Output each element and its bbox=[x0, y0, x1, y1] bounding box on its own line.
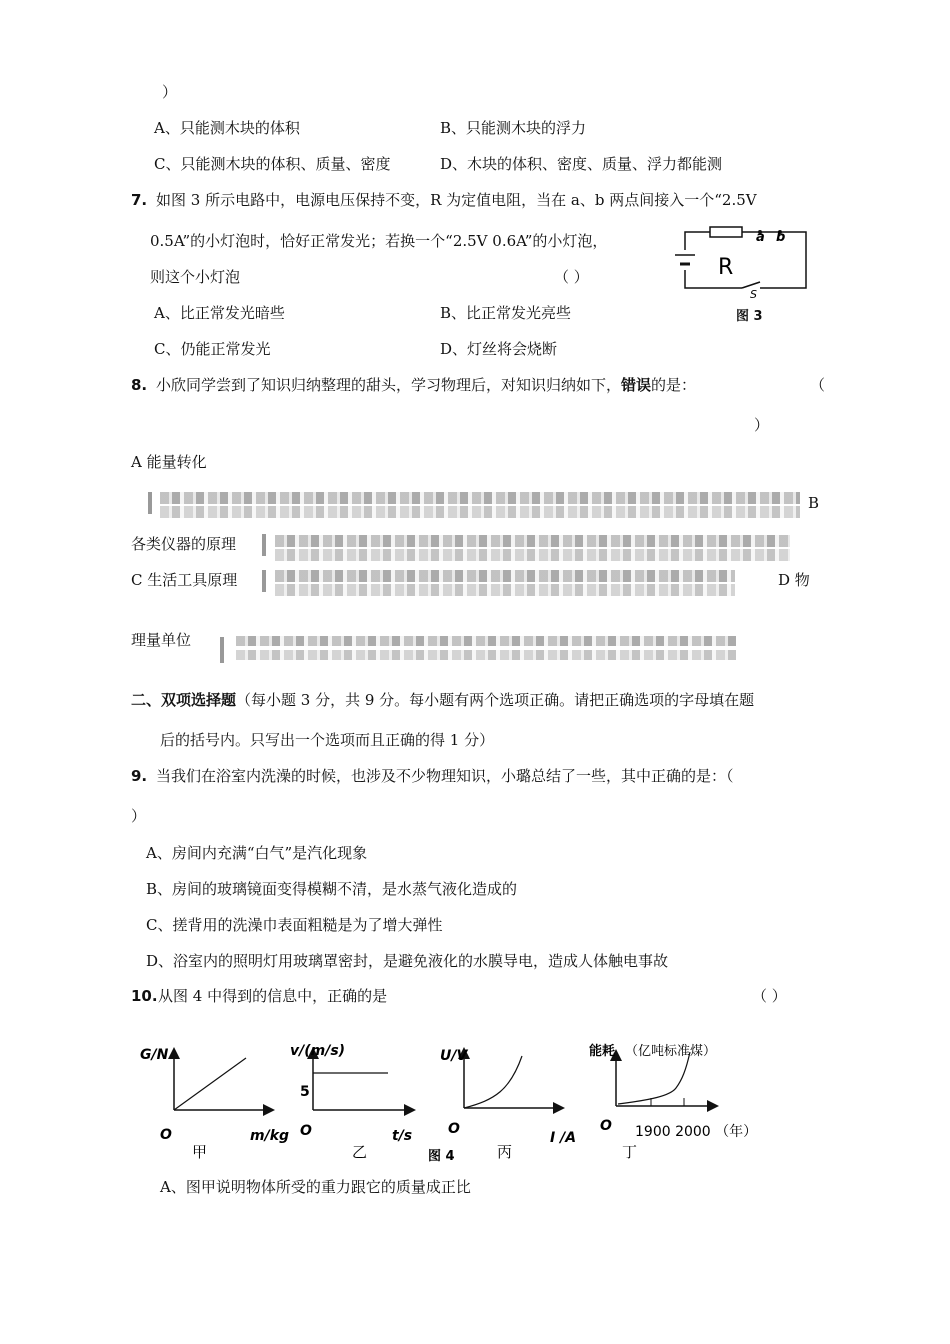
label-s: S bbox=[750, 288, 757, 301]
figure-4-graphs bbox=[130, 1030, 770, 1170]
q8-option-c: C 生活工具原理 bbox=[131, 571, 238, 589]
q9-option-c: C、搓背用的洗澡巾表面粗糙是为了增大弹性 bbox=[146, 916, 443, 934]
section-2-title: 二、双项选择题 bbox=[131, 691, 237, 709]
q8-option-b: B bbox=[808, 494, 820, 512]
svg-text:O: O bbox=[600, 1118, 612, 1134]
brace-b bbox=[262, 534, 266, 556]
q9-option-b: B、房间的玻璃镜面变得模糊不清，是水蒸气液化造成的 bbox=[146, 880, 518, 898]
svg-text:1900 2000 （年）: 1900 2000 （年） bbox=[635, 1124, 758, 1140]
svg-text:O: O bbox=[160, 1127, 172, 1143]
q6-option-d: D、木块的体积、密度、质量、浮力都能测 bbox=[440, 155, 723, 173]
label-b: b bbox=[776, 230, 786, 245]
figure-4-caption: 图 4 bbox=[428, 1149, 455, 1164]
q9-option-d: D、浴室内的照明灯用玻璃罩密封，是避免液化的水膜导电，造成人体触电事故 bbox=[146, 952, 669, 970]
q7-answer-paren: （ ） bbox=[554, 268, 589, 286]
blurred-table-c-row1 bbox=[275, 570, 735, 582]
q7-stem-line1: 如图 3 所示电路中，电源电压保持不变，R 为定值电阻，当在 a、b 两点间接入一个“2.5V bbox=[156, 191, 757, 209]
label-a: a bbox=[756, 230, 765, 245]
svg-text:甲: 甲 bbox=[192, 1143, 208, 1161]
blurred-table-c-row2 bbox=[275, 584, 735, 596]
q10-option-a: A、图甲说明物体所受的重力跟它的质量成正比 bbox=[160, 1178, 471, 1196]
q9-paren-end: ） bbox=[131, 807, 147, 825]
svg-text:G/N: G/N bbox=[140, 1047, 169, 1063]
svg-text:乙: 乙 bbox=[352, 1143, 368, 1161]
q7-option-c: C、仍能正常发光 bbox=[154, 340, 271, 358]
q8-paren-close: ） bbox=[754, 416, 770, 434]
svg-text:U/V: U/V bbox=[440, 1048, 468, 1064]
svg-text:能耗: 能耗 bbox=[589, 1044, 616, 1059]
svg-text:O: O bbox=[448, 1121, 460, 1137]
q10-stem: 从图 4 中得到的信息中，正确的是 bbox=[158, 987, 388, 1005]
blurred-table-b-row2 bbox=[275, 549, 790, 561]
q7-option-d: D、灯丝将会烧断 bbox=[440, 340, 558, 358]
figure-3-caption: 图 3 bbox=[736, 309, 763, 324]
q6-option-c: C、只能测木块的体积、质量、密度 bbox=[154, 155, 391, 173]
q9-number: 9. bbox=[131, 767, 148, 785]
q8-number: 8. bbox=[131, 376, 148, 394]
blurred-table-a-row2 bbox=[160, 506, 800, 518]
q6-option-b: B、只能测木块的浮力 bbox=[440, 119, 587, 137]
q7-option-a: A、比正常发光暗些 bbox=[154, 304, 285, 322]
blurred-table-d-row1 bbox=[236, 636, 736, 646]
label-r: R bbox=[718, 255, 734, 280]
blurred-table-b-row1 bbox=[275, 535, 790, 547]
svg-text:丁: 丁 bbox=[622, 1143, 638, 1161]
q8-option-b-label: 各类仪器的原理 bbox=[131, 535, 237, 553]
q7-option-b: B、比正常发光亮些 bbox=[440, 304, 572, 322]
q9-option-a: A、房间内充满“白气”是汽化现象 bbox=[146, 844, 368, 862]
q10-number: 10. bbox=[131, 987, 158, 1005]
svg-text:丙: 丙 bbox=[497, 1143, 513, 1161]
svg-text:t/s: t/s bbox=[392, 1128, 413, 1144]
blurred-table-a-row1 bbox=[160, 492, 800, 504]
graph-yi bbox=[290, 1043, 413, 1161]
q7-number: 7. bbox=[131, 191, 148, 209]
resistor-symbol bbox=[710, 227, 742, 237]
q6-option-a: A、只能测木块的体积 bbox=[154, 119, 300, 137]
q8-option-d-label: 理量单位 bbox=[131, 631, 192, 649]
graph-ding bbox=[589, 1043, 757, 1161]
q8-stem: 小欣同学尝到了知识归纳整理的甜头，学习物理后，对知识归纳如下，错误的是： bbox=[156, 376, 697, 394]
q9-stem: 当我们在浴室内洗澡的时候，也涉及不少物理知识，小璐总结了一些，其中正确的是：（ bbox=[156, 767, 734, 785]
svg-text:m/kg: m/kg bbox=[250, 1128, 290, 1144]
figure-3-circuit bbox=[670, 218, 820, 308]
svg-text:（亿吨标准煤）: （亿吨标准煤） bbox=[625, 1044, 717, 1059]
graph-bing bbox=[440, 1048, 576, 1161]
q8-paren-open: （ bbox=[810, 376, 826, 394]
q6-paren-end: ） bbox=[162, 83, 178, 101]
q7-stem-line3: 则这个小灯泡 bbox=[150, 268, 241, 286]
section-2-header: 二、双项选择题（每小题 3 分，共 9 分。每小题有两个选项正确。请把正确选项的字母填在题 bbox=[131, 691, 755, 709]
q7-stem-line2: 0.5A”的小灯泡时，恰好正常发光；若换一个“2.5V 0.6A”的小灯泡， bbox=[150, 232, 608, 250]
svg-text:5: 5 bbox=[300, 1084, 310, 1100]
q8-emphasis: 错误 bbox=[621, 376, 652, 394]
brace-d bbox=[220, 637, 224, 663]
svg-text:v/(m/s): v/(m/s) bbox=[290, 1043, 346, 1059]
section-2-desc-line2: 后的括号内。只写出一个选项而且正确的得 1 分） bbox=[160, 731, 495, 749]
q8-option-a: A 能量转化 bbox=[131, 453, 207, 471]
svg-text:I /A: I /A bbox=[550, 1130, 577, 1146]
brace-a bbox=[148, 492, 152, 514]
brace-c bbox=[262, 570, 266, 592]
blurred-table-d-row2 bbox=[236, 650, 736, 660]
q8-option-d: D 物 bbox=[778, 571, 810, 589]
svg-text:O: O bbox=[300, 1123, 312, 1139]
q10-answer-paren: （ ） bbox=[752, 987, 787, 1005]
graph-jia bbox=[140, 1047, 289, 1161]
